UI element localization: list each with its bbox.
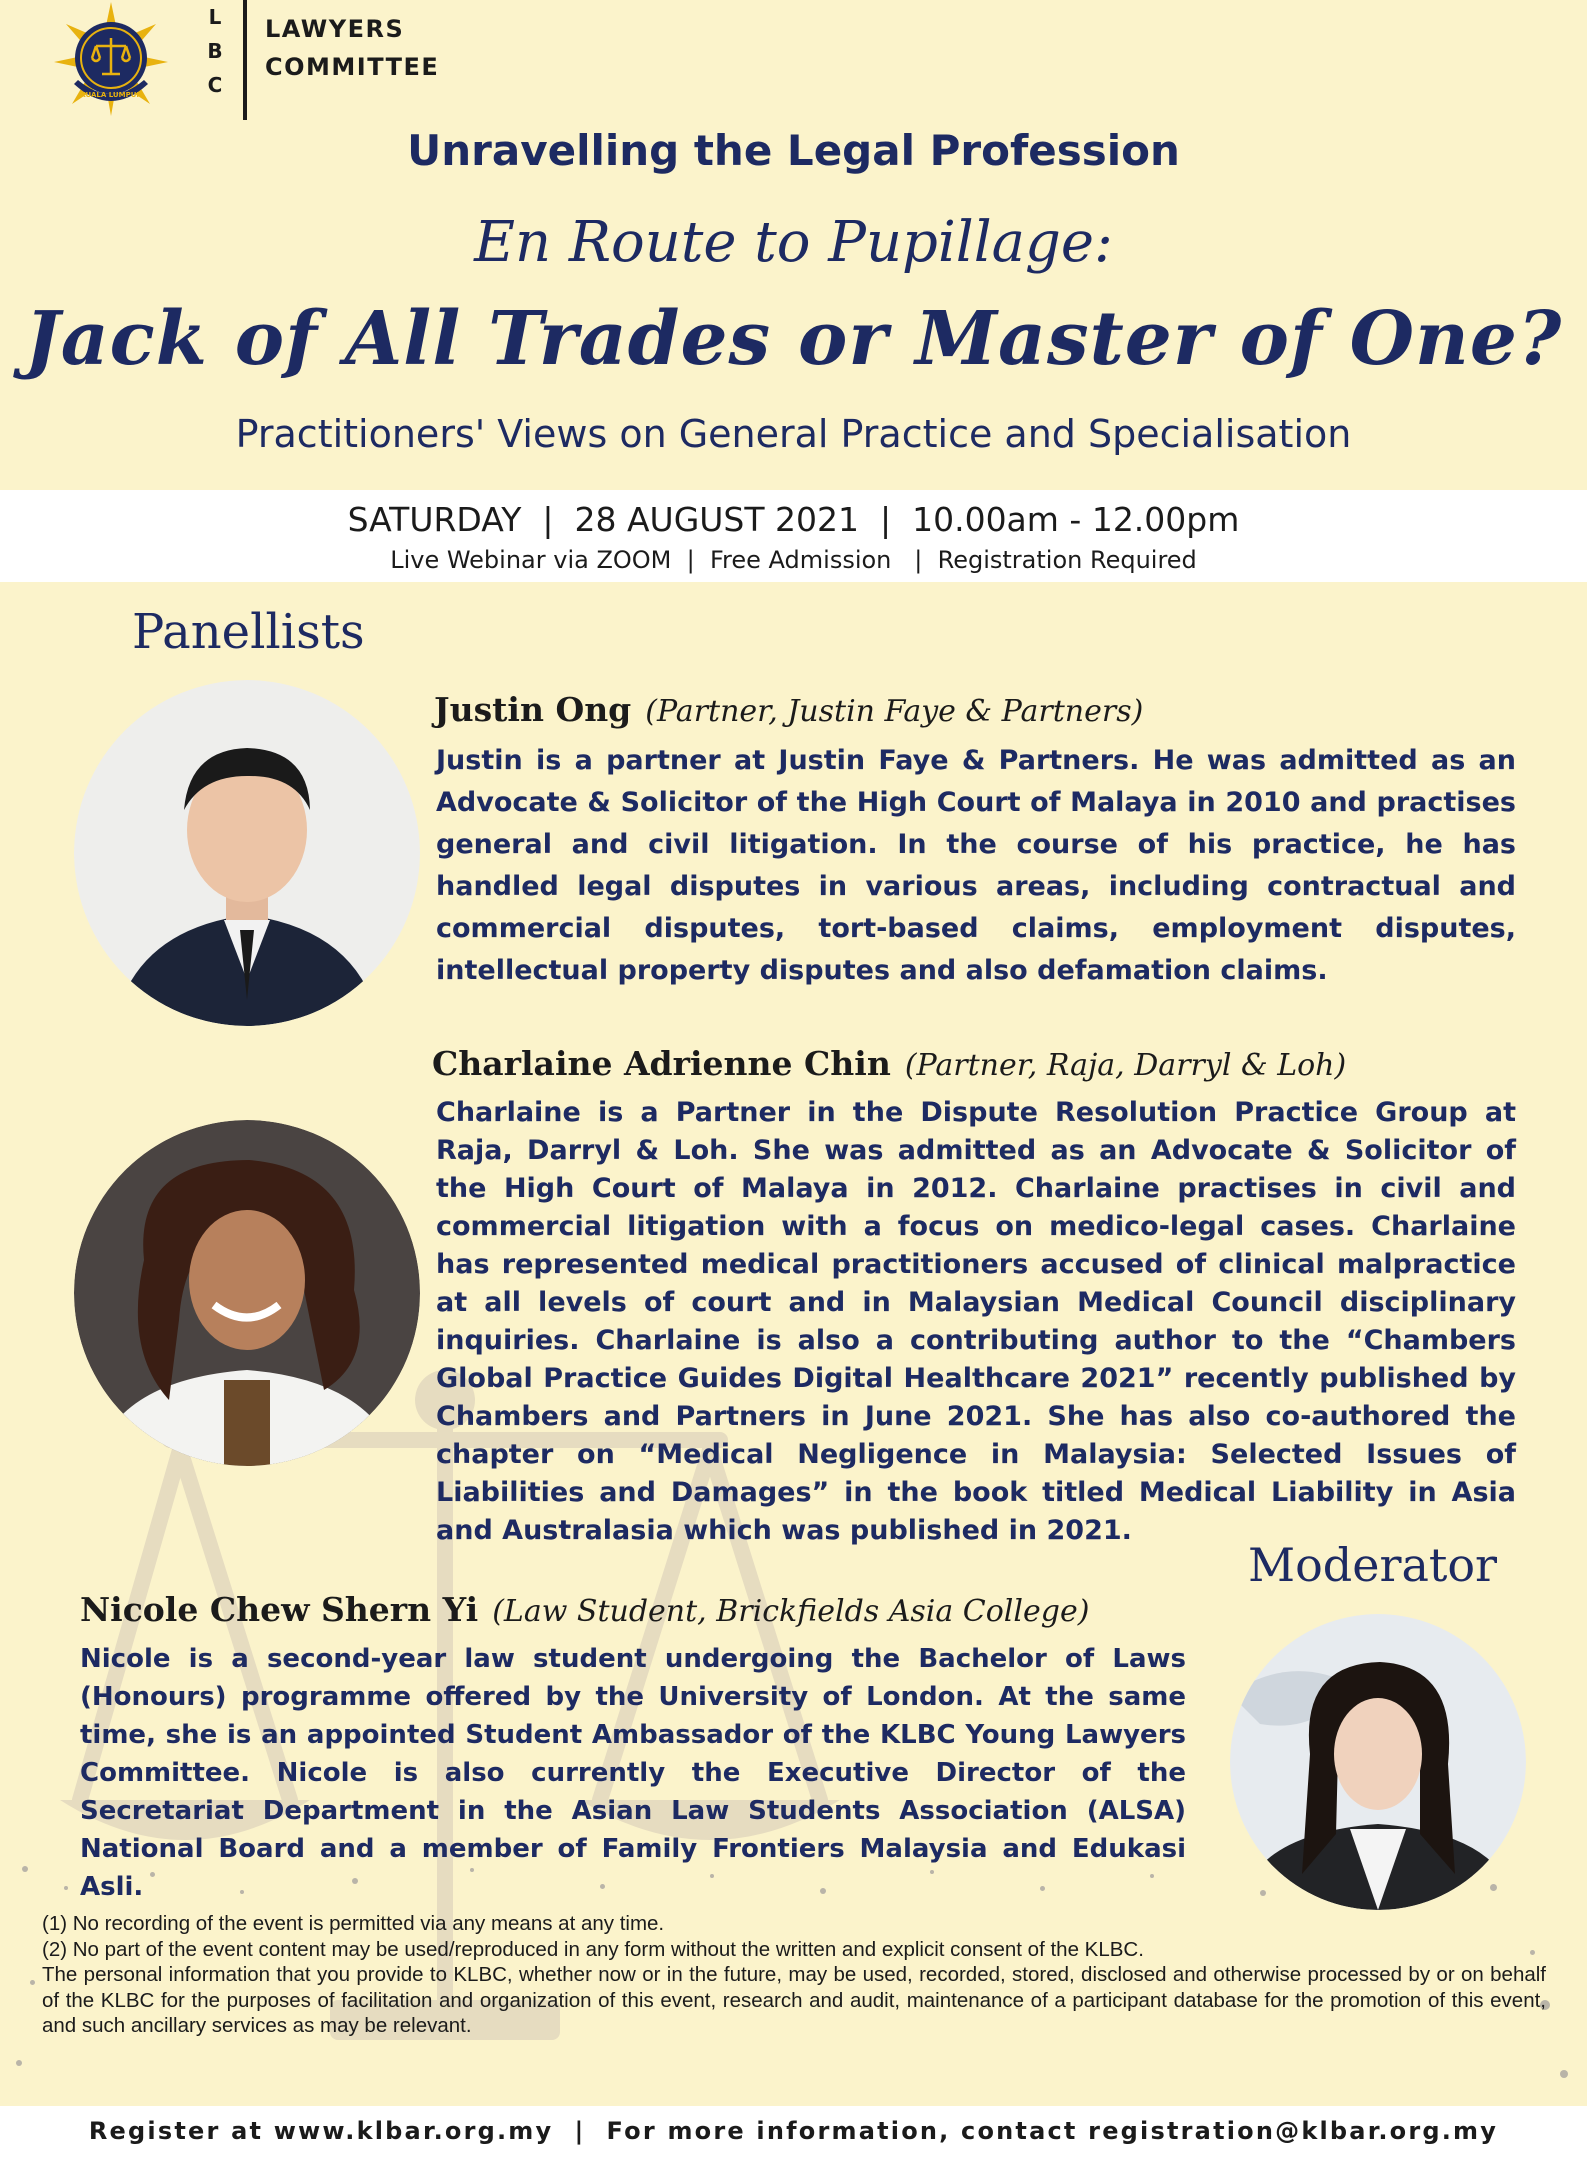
disclaimer-line-1: (1) No recording of the event is permitted via any means at any time. xyxy=(42,1912,665,1935)
charlaine-chin-photo xyxy=(74,1120,420,1466)
disclaimer-line-2: (2) No part of the event content may be used/reproduced in any form without the written and explicit consent of the KLBC. xyxy=(42,1937,1144,1961)
justin-ong-name-line xyxy=(434,690,1143,729)
charlaine-chin-name-line xyxy=(432,1044,1346,1083)
panellists-heading: Panellists xyxy=(132,604,365,660)
nicole-chew-bio: Nicole is a second-year law student undergoing the Bachelor of Laws (Honours) programme offered by the University of London. At the same time, she is an appointed Student Ambassador of the KLBC Young Lawyers Committee. Nicole is also currently the Executive Director of the Secretariat Department in the Asian Law Students Association (ALSA) National Board and a member of Family Frontiers Malaysia and Edukasi Asli. xyxy=(80,1644,1186,1902)
klbc-logo xyxy=(52,0,170,118)
nicole-chew-photo xyxy=(1230,1614,1526,1910)
lbc-letters: L B C xyxy=(207,5,223,97)
event-info-line: Live Webinar via ZOOM | Free Admission | Registration Required xyxy=(390,546,1197,574)
disclaimer-privacy: The personal information that you provide to KLBC, whether now or in the future, may be used, recorded, stored, disclosed and otherwise processed by or on behalf of the KLBC for the purposes of facilitation and organization of this event, research and audit, maintenance of a participant database for the promotion of this event, and such ancillary services as may be relevant. xyxy=(42,1963,1546,2037)
panellist-role: (Partner, Justin Faye & Partners) xyxy=(645,694,1144,729)
logo-text: KUALA LUMPUR xyxy=(80,91,142,99)
moderator-heading: Moderator xyxy=(1248,1538,1498,1592)
logo-divider xyxy=(243,0,247,120)
pre-title: En Route to Pupillage: xyxy=(474,210,1113,275)
committee-name: LAWYERS COMMITTEE xyxy=(265,15,440,81)
event-date-line: SATURDAY | 28 AUGUST 2021 | 10.00am - 12.00pm xyxy=(347,500,1240,539)
moderator-role: (Law Student, Brickfields Asia College) xyxy=(492,1594,1090,1629)
event-subtitle: Practitioners' Views on General Practice and Specialisation xyxy=(235,412,1352,456)
moderator-name: Nicole Chew Shern Yi xyxy=(80,1590,479,1629)
disclaimer xyxy=(42,1911,1546,2039)
series-title: Unravelling the Legal Profession xyxy=(407,126,1180,175)
main-title: Jack of All Trades or Master of One? xyxy=(24,296,1563,382)
justin-ong-photo xyxy=(74,680,420,1026)
charlaine-chin-bio: Charlaine is a Partner in the Dispute Resolution Practice Group at Raja, Darryl & Loh. She was admitted as an Advocate & Solicitor of the High Court of Malaya in 2012. Charlaine practises in civil and commercial litigation with a focus on medico-legal cases. Charlaine has represented medical practitioners accused of clinical malpractice at all levels of court and in Malaysian Medical Council disciplinary inquiries. Charlaine is also a contributing author to the “Chambers Global Practice Guides Digital Healthcare 2021” recently published by Chambers and Partners in June 2021. She has also co-authored the chapter on “Medical Negligence in Malaysia: Selected Issues of Liabilities and Damages” in the book titled Medical Liability in Asia and Australasia which was published in 2021. xyxy=(436,1097,1516,1546)
panellist-name: Charlaine Adrienne Chin xyxy=(432,1044,891,1083)
nicole-chew-name-line xyxy=(80,1590,1089,1629)
panellist-name: Justin Ong xyxy=(434,690,632,729)
justin-ong-bio: Justin is a partner at Justin Faye & Partners. He was admitted as an Advocate & Solicitor of the High Court of Malaya in 2010 and practises general and civil litigation. In the course of his practice, he has handled legal disputes in various areas, including contractual and commercial disputes, tort-based claims, employment disputes, intellectual property disputes and also defamation claims. xyxy=(436,745,1516,986)
panellist-role: (Partner, Raja, Darryl & Loh) xyxy=(904,1048,1347,1083)
footer-register-text: Register at www.klbar.org.my | For more information, contact registration@klbar.org.my xyxy=(88,2117,1499,2145)
